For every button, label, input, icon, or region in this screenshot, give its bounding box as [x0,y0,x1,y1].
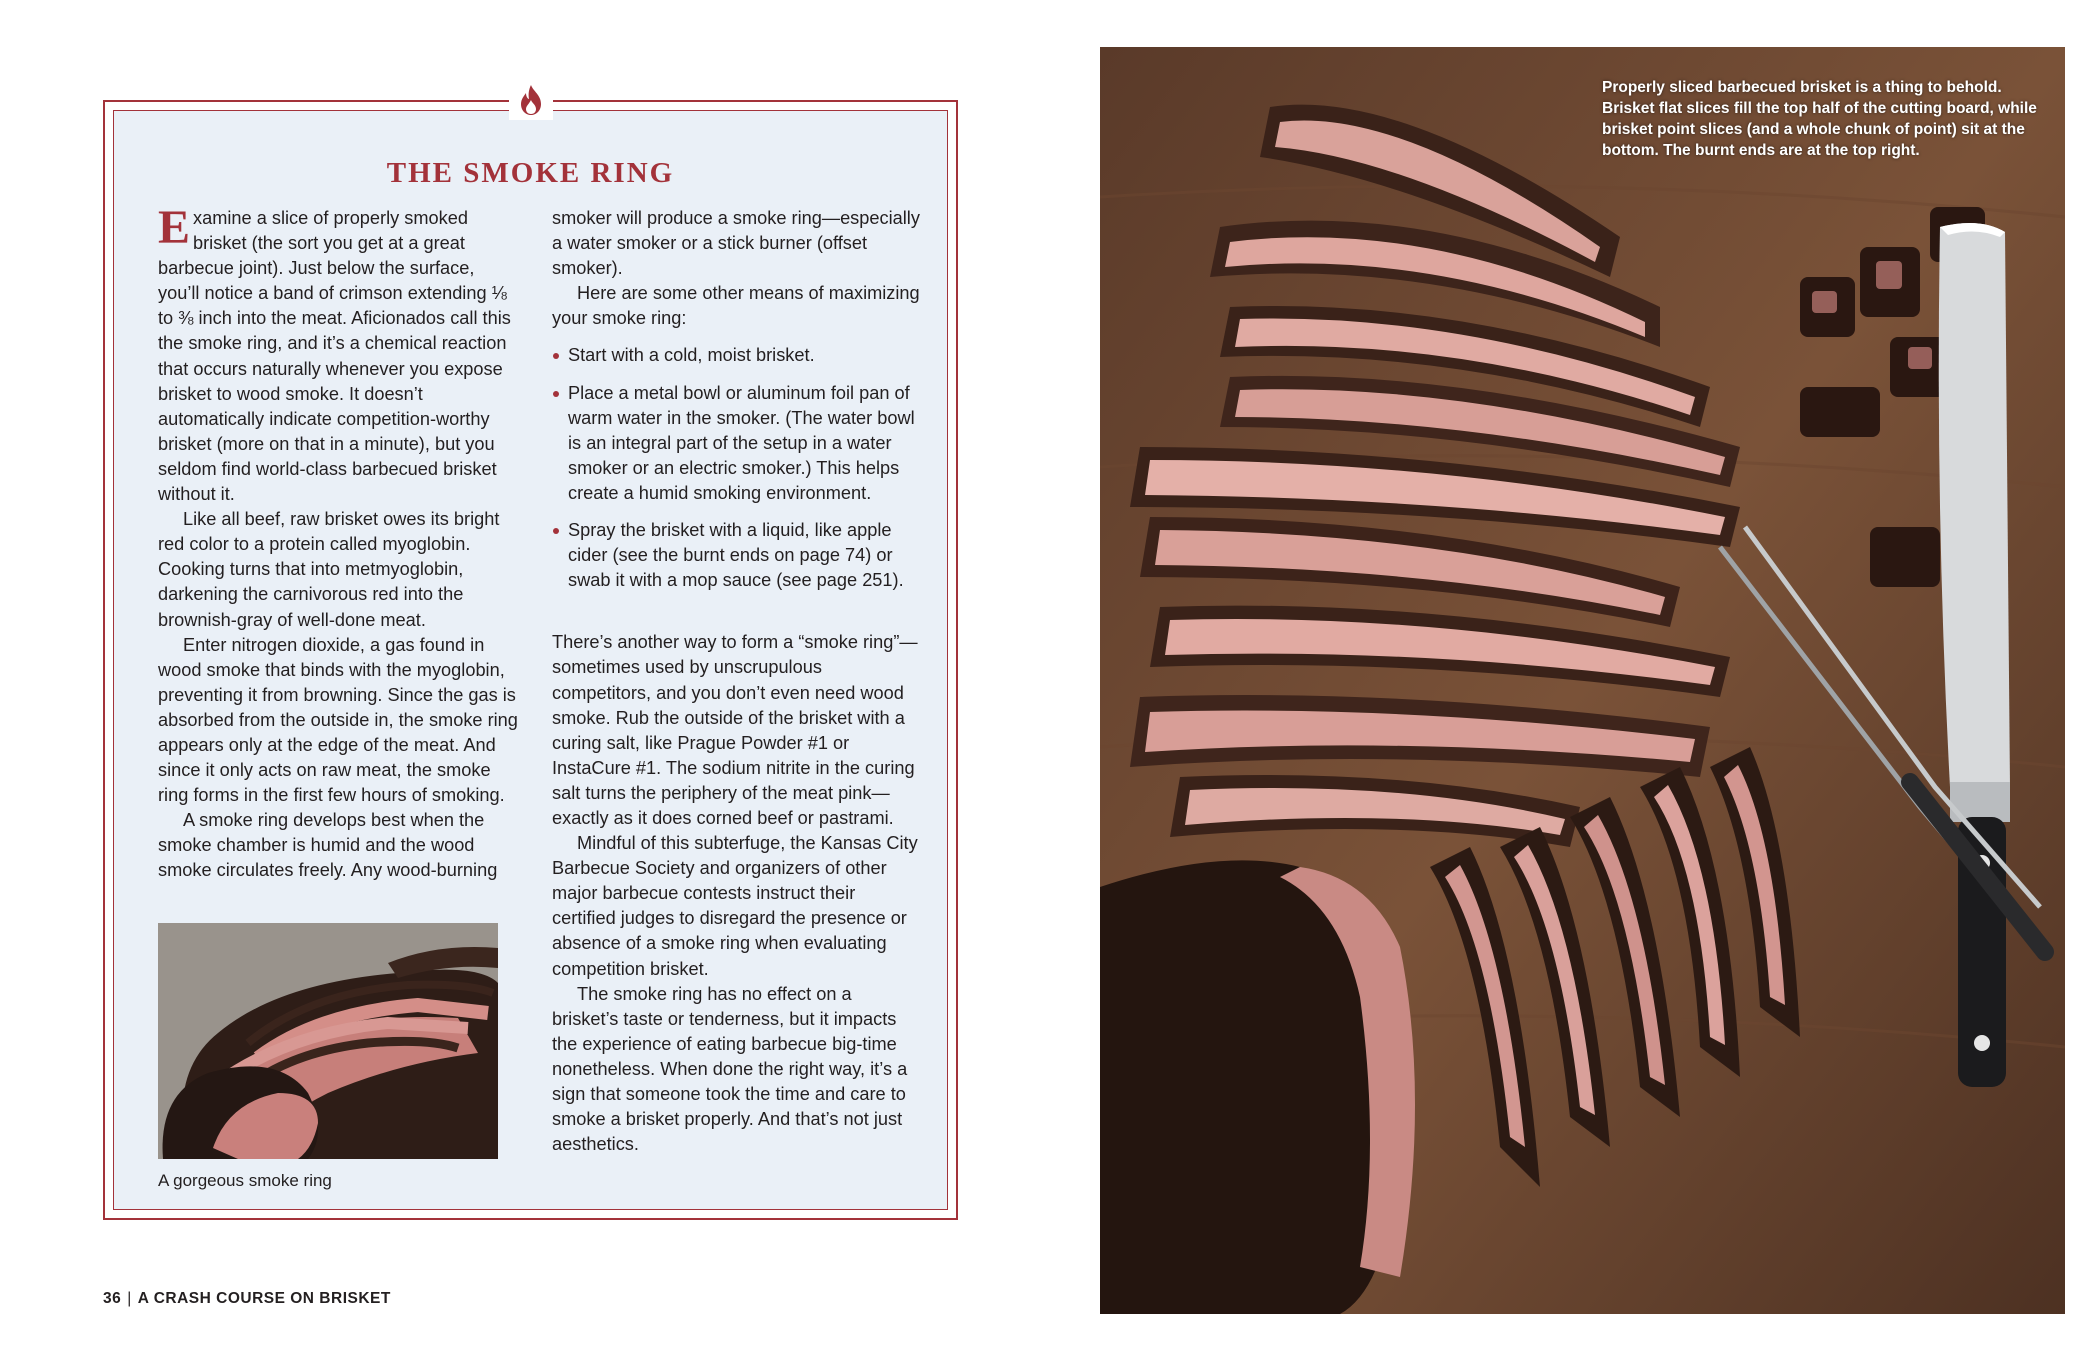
smoke-ring-photo [158,923,498,1159]
bullet-list [552,343,922,593]
drop-cap: E [158,201,191,254]
paragraph: Here are some other means of maximizing your smoke ring: [552,283,920,329]
page-number: 36 [103,1290,122,1307]
paragraph: The smoke ring has no effect on a brisket’s taste or tenderness, but it impacts the experience of eating barbecue big-time nonetheless. When done the right way, it’s a sign that someone took the time and care to smoke a brisket properly. And that’s not just aesthetics. [552,983,908,1155]
sidebar-inner-frame [113,110,948,1210]
footer-separator: | [127,1290,132,1307]
paragraph: Enter nitrogen dioxide, a gas found in wood smoke that binds with the myoglobin, preventing it from browning. Since the gas is absorbed from the outside in, the smoke ring appears only at the edge of the meat. And since it only acts on raw meat, the smoke ring forms in the first few hours of smoking. [158,634,518,806]
sidebar-column-1 [158,201,518,884]
section-title: A CRASH COURSE ON BRISKET [137,1290,391,1307]
bullet-item: Start with a cold, moist brisket. [552,343,922,368]
paragraph-text: xamine a slice of properly smoked brisket (the sort you get at a great barbecue joint). Just below the surface, you’ll notice a band of crimson extending ⅛ to ⅜ inch into the meat. Aficionados call this the smoke ring, and it’s a chemical reaction that occurs naturally whenever you expose brisket to wood smoke. It doesn’t automatically indicate competition-worthy brisket (more on that in a minute), but you seldom find world-class barbecued brisket without it. [158,208,511,505]
paragraph: Mindful of this subterfuge, the Kansas City Barbecue Society and organizers of other major barbecue contests instruct their certified judges to disregard the presence or absence of a smoke ring when evaluating competition brisket. [552,833,918,979]
flame-icon [509,80,553,120]
inset-photo-caption: A gorgeous smoke ring [158,1171,332,1190]
page-footer [103,1290,391,1308]
smoke-ring-sidebar [103,100,958,1220]
brisket-photo-page [1100,47,2065,1314]
photo-caption: Properly sliced barbecued brisket is a thing to behold. Brisket flat slices fill the top half of the cutting board, while brisket point slices (and a whole chunk of point) sit at the bottom. The burnt ends are at the top right. [1602,79,2037,159]
paragraph: A smoke ring develops best when the smoke chamber is humid and the wood smoke circulates freely. Any wood-burning [158,810,498,881]
paragraph: There’s another way to form a “smoke ring”—sometimes used by unscrupulous competitors, and you don’t even need wood smoke. Rub the outside of the brisket with a curing salt, like Prague Powder #1 or InstaCure #1. The sodium nitrite in the curing salt turns the periphery of the meat pink—exactly as it does corned beef or pastrami. [552,632,918,828]
bullet-item: Spray the brisket with a liquid, like apple cider (see the burnt ends on page 74) or swab it with a mop sauce (see page 251). [552,518,922,593]
sidebar-title: THE SMOKE RING [386,157,675,189]
paragraph [158,201,518,507]
paragraph: smoker will produce a smoke ring—especially a water smoker or a stick burner (offset smoker). [552,208,920,279]
bullet-item: Place a metal bowl or aluminum foil pan of warm water in the smoker. (The water bowl is an integral part of the setup in a water smoker or an electric smoker.) This helps create a humid smoking environment. [552,381,922,506]
paragraph: Like all beef, raw brisket owes its bright red color to a protein called myoglobin. Cooking turns that into metmyoglobin, darkening the carnivorous red into the brownish-gray of well-done meat. [158,509,500,630]
sidebar-column-2 [552,206,922,1157]
sliced-brisket-photo [1100,47,2065,1314]
